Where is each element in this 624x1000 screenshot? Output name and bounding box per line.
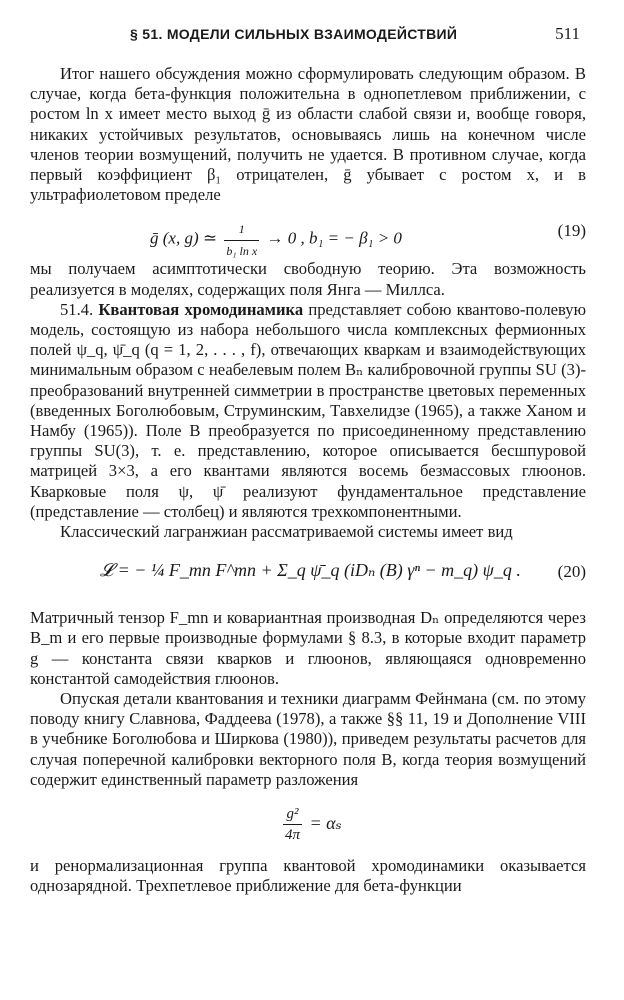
equation-20-formula: 𝓛 = − ¼ F_mn F^mn + Σ_q ψ̄_q (iDₙ (B) γⁿ − m_q) ψ_q . [100,560,521,581]
paragraph-asymptotic-freedom: мы получаем асимптотически свободную теорию. Эта возможность реализуется в моделях, содержащих поля Янга — Миллса. [30,259,586,299]
equation-20-number: (20) [557,562,586,582]
equation-19-lhs: ḡ (x, g) ≃ [150,229,218,249]
equation-19-number: (19) [557,221,586,241]
paragraph-qcd-text: представляет собою квантово-полевую модель, состоящую из набора небольшого числа комплексных фермионных полей ψ_q, ψ̄_q (q = 1, 2, . . . , f), отвечающих кваркам и взаимодействующих минимальным образом с неабелевым полем Bₙ калибровочной группы SU (3)-преобразований внутренней симметрии в пространстве цветовых переменных (введенных Боголюбовым, Струминским, Тавхелидзе (1965), а также Ханом и Намбу (1965)). Поле B преобразуется по присоединенному представлению группы SU(3), т. е. представлению, которое описывается бесшпуровой матрицей 3×3, а его квантами являются восемь безмассовых глюонов. Кварковые поля ψ, ψ̄ реализуют фундаментальное представление (представление — столбец) и являются трехкомпонентными. [30,299,586,521]
paragraph-qcd [30,300,586,522]
paragraph-lagrangian-intro: Классический лагранжиан рассматриваемой системы имеет вид [60,522,513,542]
equation-20 [30,546,586,604]
equation-alpha-rhs: = αₛ [309,812,342,833]
equation-19-denominator: b₁ ln x [226,243,258,258]
paragraph-summary: Итог нашего обсуждения можно сформулировать следующим образом. В случае, когда бета-функция положительна в однопетлевом приближении, с ростом ln x имеет место выход ḡ из области слабой связи и, вообще говоря, никаких устойчивых результатов, основываясь лишь на конечном числе членов теории возмущений, получить не удается. В противном случае, когда первый коэффициент β₁ отрицателен, ḡ убывает с ростом x, и в ультрафиолетовом пределе [30,64,586,205]
page-body [30,64,586,897]
equation-19-numerator: 1 [224,219,259,240]
page-number: 511 [555,24,580,43]
page-header [0,22,624,46]
equation-alpha-fraction [283,804,302,845]
equation-19 [30,209,586,258]
paragraph-renormalization: и ренормализационная группа квантовой хромодинамики оказывается однозарядной. Трехпетлевое приближение для бета-функции [30,856,586,896]
equation-19-rhs: → 0 , b₁ = − β₁ > 0 [266,229,402,249]
equation-19-formula [150,219,402,260]
equation-19-fraction [224,219,259,260]
section-number: 51.4. [60,299,94,319]
equation-alpha-s [30,794,586,852]
section-term: Квантовая хромодинамика [98,299,304,319]
paragraph-tensor: Матричный тензор F_mn и ковариантная производная Dₙ определяются через B_m и его первые производные формулами § 8.3, в которые входит параметр g — константа связи кварков и глюонов, являющаяся одновременно константой самодействия глюонов. [30,608,586,688]
equation-alpha-numerator: g² [283,804,302,825]
paragraph-quantization: Опуская детали квантования и техники диаграмм Фейнмана (см. по этому поводу книгу Славнова, Фаддеева (1978), а также §§ 11, 19 и Дополнение VIII в учебнике Боголюбова и Ширкова (1980)), приведем результаты расчетов для случая поперечной калибровки векторного поля B, когда теория возмущений содержит единственный параметр разложения [30,689,586,789]
equation-alpha-denominator: 4π [285,827,301,844]
equation-alpha-formula [280,804,342,845]
running-head: § 51. МОДЕЛИ СИЛЬНЫХ ВЗАИМОДЕЙСТВИЙ [130,26,458,42]
